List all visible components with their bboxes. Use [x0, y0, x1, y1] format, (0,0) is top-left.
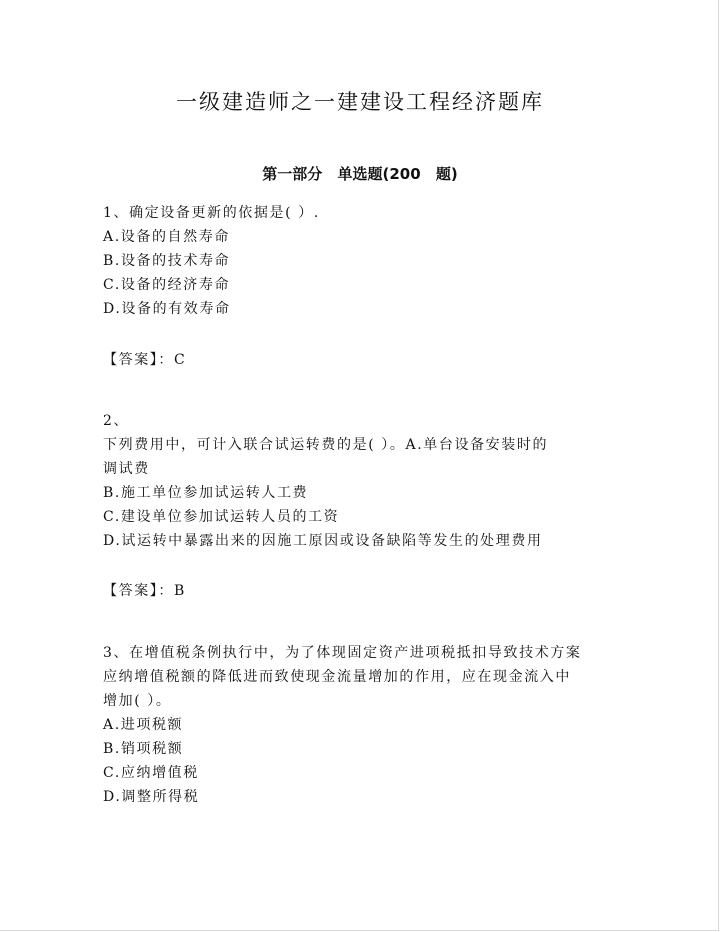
question-2-answer: 【答案】：B	[103, 583, 186, 599]
question-1-option-a: A.设备的自然寿命	[103, 229, 230, 245]
question-2-option-b: B.施工单位参加试运转人工费	[103, 485, 309, 501]
question-1-stem: 1、确定设备更新的依据是( ）.	[103, 205, 320, 221]
question-2-option-d: D.试运转中暴露出来的因施工原因或设备缺陷等发生的处理费用	[103, 533, 543, 549]
question-2-stem-line-1: 下列费用中，可计入联合试运转费的是( ）。A.单台设备安装时的	[103, 437, 549, 453]
question-3-option-c: C.应纳增值税	[103, 765, 199, 781]
question-1-answer: 【答案】：C	[103, 352, 187, 368]
document-title: 一级建造师之一建建设工程经济题库	[176, 90, 544, 114]
question-1-option-c: C.设备的经济寿命	[103, 277, 231, 293]
question-2-option-c: C.建设单位参加试运转人员的工资	[103, 509, 340, 525]
question-1-option-d: D.设备的有效寿命	[103, 301, 231, 317]
question-1-option-b: B.设备的技术寿命	[103, 253, 231, 269]
question-2-number: 2、	[103, 413, 130, 429]
question-3-option-b: B.销项税额	[103, 741, 184, 757]
question-2-stem-line-2: 调试费	[103, 461, 150, 477]
question-3-stem-line-1: 3、在增值税条例执行中，为了体现固定资产进项税抵扣导致技术方案	[103, 645, 582, 661]
question-3-stem-line-3: 增加( ）。	[103, 693, 172, 709]
question-3-stem-line-2: 应纳增值税额的降低进而致使现金流量增加的作用，应在现金流入中	[103, 669, 571, 685]
section-title: 第一部分 单选题(200 题)	[262, 165, 458, 183]
question-3-option-d: D.调整所得税	[103, 789, 200, 805]
question-3-option-a: A.进项税额	[103, 717, 184, 733]
